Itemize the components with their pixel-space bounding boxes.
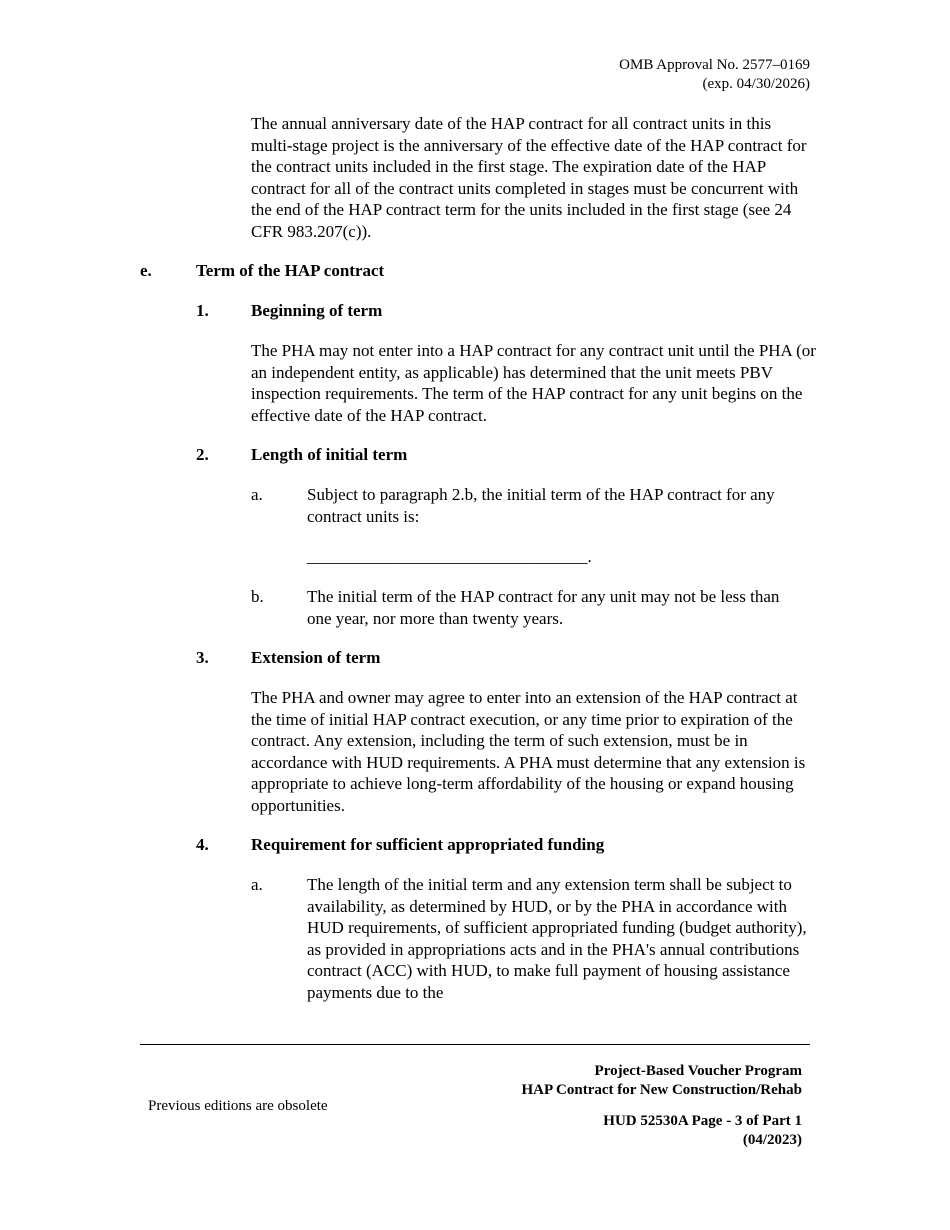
item1-text: The PHA may not enter into a HAP contract for any contract unit until the PHA (or an independent entity, as applicable) has determined that the unit meets PBV inspection requirements. The term of the HAP contract for any unit begins on the effective date of the HAP contract.: [251, 341, 816, 425]
intro-paragraph: The annual anniversary date of the HAP contract for all contract units in this multi-stage project is the anniversary of the effective date of the HAP contract for the contract units included in the first stage. The expiration date of the HAP contract for all of the contract units completed in stages must be concurrent with the end of the HAP contract term for the units included in the first stage (see 24 CFR 983.207(c)).: [251, 114, 807, 241]
section-e-title: Term of the HAP contract: [196, 261, 385, 280]
footer-divider: [140, 1044, 810, 1045]
item3-number: 3.: [196, 648, 209, 667]
item4-title: Requirement for sufficient appropriated funding: [251, 835, 605, 854]
omb-expiration: (exp. 04/30/2026): [702, 76, 810, 92]
section-e-marker: e.: [140, 261, 152, 280]
footer-program: Project-Based Voucher Program: [594, 1063, 802, 1079]
footer-contract-type: HAP Contract for New Construction/Rehab: [521, 1082, 802, 1098]
omb-approval-number: OMB Approval No. 2577–0169: [619, 57, 810, 73]
item2-b-marker: b.: [251, 587, 264, 606]
item4-number: 4.: [196, 835, 209, 854]
omb-header: [619, 56, 810, 94]
item4-a-text: The length of the initial term and any extension term shall be subject to availability, as determined by HUD, or by the PHA in accordance with HUD requirements, of sufficient appropriated funding (budget authority), as provided in appropriations acts and in the PHA's annual contributions contract (ACC) with HUD, to make full payment of housing assistance payments due to the: [307, 875, 807, 1002]
item1-number: 1.: [196, 301, 209, 320]
item3-text: The PHA and owner may agree to enter into an extension of the HAP contract at the time of initial HAP contract execution, or any time prior to expiration of the contract. Any extension, including the term of such extension, must be in accordance with HUD requirements. A PHA must determine that any extension is appropriate to achieve long-term affordability of the housing or expand housing opportunities.: [251, 688, 806, 815]
item2-b-text: The initial term of the HAP contract for any unit may not be less than one year, nor more than twenty years.: [307, 587, 780, 628]
item4-a-marker: a.: [251, 875, 263, 894]
item1-title: Beginning of term: [251, 301, 383, 320]
item2-number: 2.: [196, 445, 209, 464]
item3-title: Extension of term: [251, 648, 381, 667]
initial-term-blank-line: _________________________________.: [307, 547, 592, 566]
footer-form-page: HUD 52530A Page - 3 of Part 1: [603, 1113, 802, 1129]
item2-a-text: Subject to paragraph 2.b, the initial term of the HAP contract for any contract units is:: [307, 485, 775, 526]
item2-title: Length of initial term: [251, 445, 408, 464]
footer-form-info: [521, 1062, 802, 1150]
footer-obsolete-note: Previous editions are obsolete: [148, 1098, 328, 1114]
footer-form-date: (04/2023): [742, 1132, 802, 1148]
item2-a-marker: a.: [251, 485, 263, 504]
